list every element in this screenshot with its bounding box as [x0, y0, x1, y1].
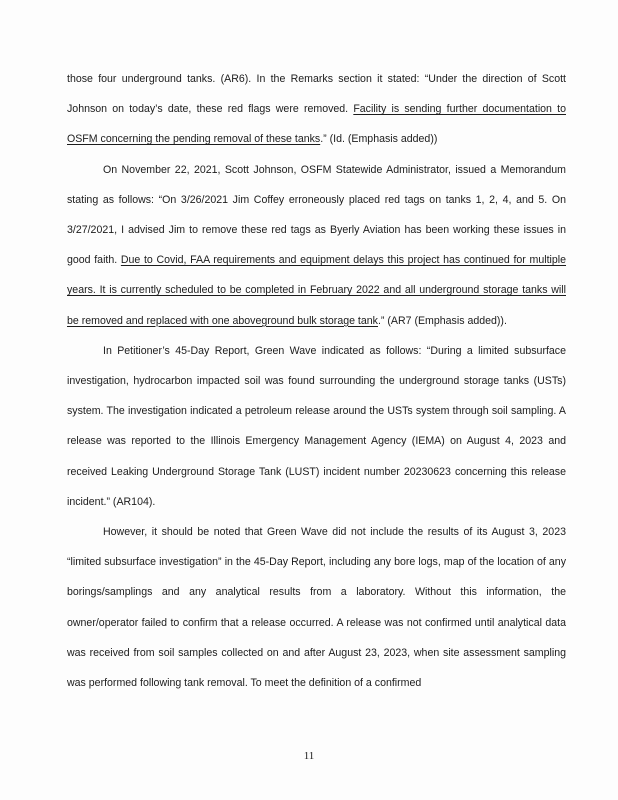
paragraph-3: In Petitioner’s 45-Day Report, Green Wave indicated as follows: “During a limited subsurface investigation, hydrocarbon impacted soil was found surrounding the underground storage tanks (USTs) system. The investigation indicated a petroleum release around the USTs system through soil sampling. A release was reported to the Illinois Emergency Management Agency (IEMA) on August 4, 2023 and received Leaking Underground Storage Tank (LUST) incident number 20230623 concerning this release incident.” (AR104).	[67, 344, 566, 508]
paragraph-2-text: On November 22, 2021, Scott Johnson, OSFM Statewide Administrator, issued a Memorandum stating as follows: “On 3/26/2021 Jim Coffey erroneously placed red tags on tanks 1, 2, 4, and 5. On 3/27/2021, I advised Jim to remove these red tags as Byerly Aviation has been working these issues in good faith.	[67, 163, 566, 267]
body-text	[67, 64, 566, 698]
paragraph-4: However, it should be noted that Green Wave did not include the results of its August 3, 2023 “limited subsurface investigation” in the 45-Day Report, including any bore logs, map of the location of any borings/samplings and any analytical results from a laboratory. Without this information, the owner/operator failed to confirm that a release occurred. A release was not confirmed until analytical data was received from soil samples collected on and after August 23, 2023, when site assessment sampling was performed following tank removal. To meet the definition of a confirmed	[67, 526, 566, 690]
paragraph-2	[67, 155, 566, 336]
paragraph-1-text: those four underground tanks. (AR6). In the Remarks section it stated: “Under the direction of Scott Johnson on today’s date, these red flags were removed.	[67, 73, 566, 116]
page-number: 11	[303, 750, 315, 762]
paragraph-1-citation: .” (Id. (Emphasis added))	[320, 133, 438, 146]
paragraph-2-citation: .” (AR7 (Emphasis added)).	[377, 314, 507, 327]
paragraph-2-emphasis: Due to Covid, FAA requirements and equipment delays this project has continued for multiple years. It is currently scheduled to be completed in February 2022 and all underground storage tanks will be removed and replaced with one aboveground bulk storage tank	[67, 254, 567, 327]
paragraph-1	[67, 64, 566, 155]
paragraph-1-emphasis: Facility is sending further documentation to OSFM concerning the pending removal of these tanks	[67, 103, 566, 146]
